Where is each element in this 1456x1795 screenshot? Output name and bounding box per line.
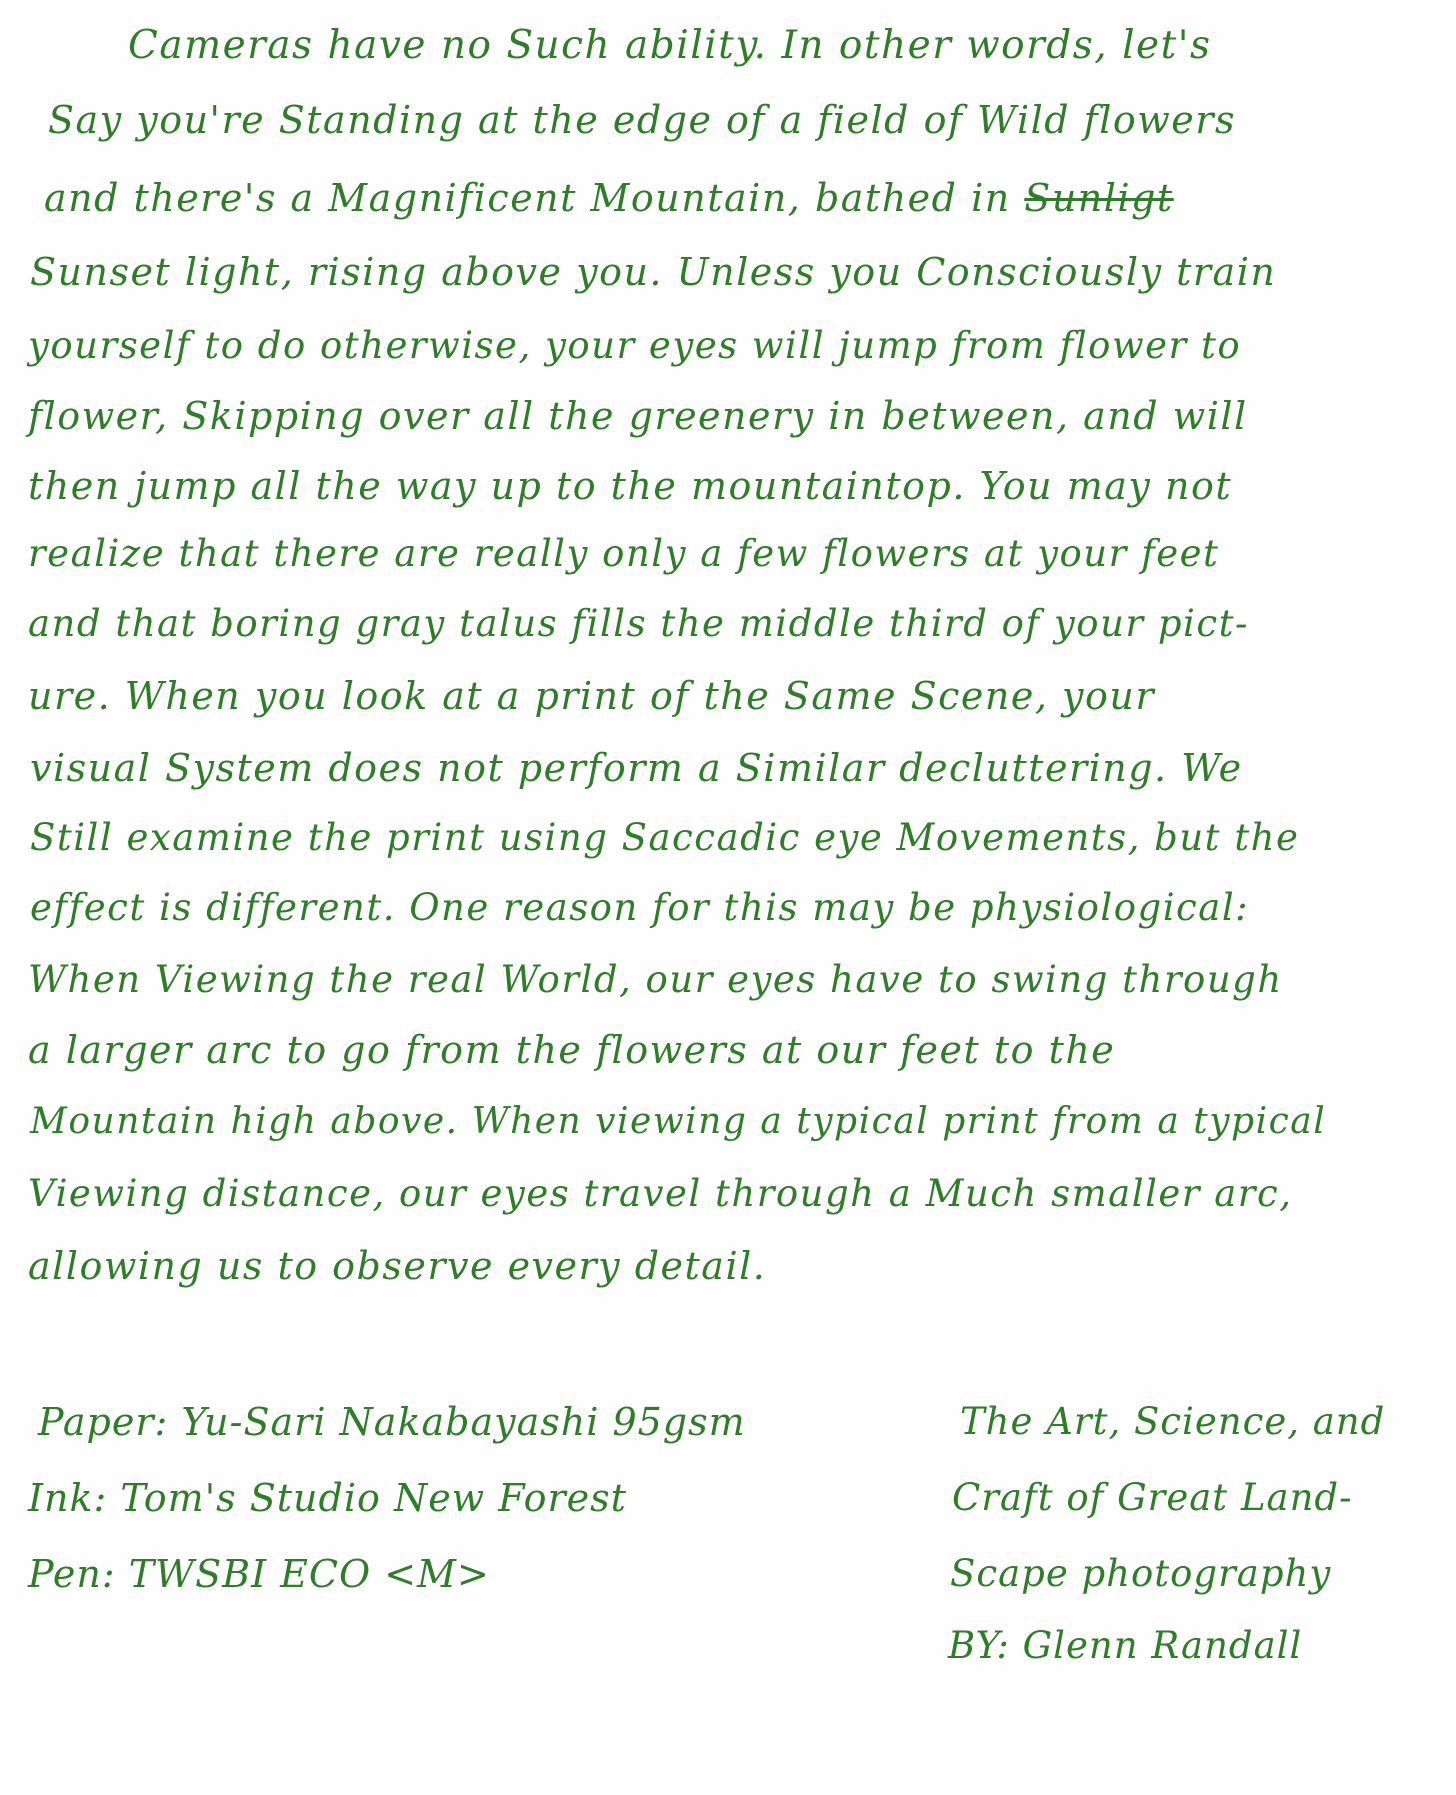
paper-info: Paper: Yu-Sari Nakabayashi 95gsm [38,1400,746,1444]
pen-info: Pen: TWSBI ECO <M> [28,1552,490,1596]
body-line: Viewing distance, our eyes travel through a Much smaller arc, [28,1172,1293,1215]
body-line: and that boring gray talus fills the middle third of your pict- [28,602,1249,645]
body-line: allowing us to observe every detail. [28,1244,767,1288]
body-line: effect is different. One reason for this may be physiological: [30,886,1250,929]
body-line: When Viewing the real World, our eyes have to swing through [28,958,1283,1001]
struck-out-word: Sunligt [1024,176,1174,220]
body-line: visual System does not perform a Similar decluttering. We [30,746,1243,790]
source-line: BY: Glenn Randall [948,1624,1303,1667]
source-line: Craft of Great Land- [952,1476,1353,1519]
body-line: a larger arc to go from the flowers at our feet to the [28,1028,1116,1072]
body-line: yourself to do otherwise, your eyes will jump from flower to [28,324,1242,367]
source-line: Scape photography [950,1552,1332,1595]
body-line: ure. When you look at a print of the Same Scene, your [28,674,1156,718]
body-line: flower, Skipping over all the greenery in between, and will [28,394,1248,438]
body-line: Say you're Standing at the edge of a field of Wild flowers [48,98,1236,142]
source-line: The Art, Science, and [960,1400,1386,1443]
body-line: realize that there are really only a few flowers at your feet [28,532,1220,575]
body-line-with-correction [44,174,1174,222]
body-line: Sunset light, rising above you. Unless you Consciously train [30,250,1277,294]
body-line-text: and there's a Magnificent Mountain, bathed in [44,176,1025,220]
ink-info: Ink: Tom's Studio New Forest [28,1476,627,1520]
body-line: Mountain high above. When viewing a typical print from a typical [30,1101,1327,1142]
body-line: Cameras have no Such ability. In other words, let's [128,23,1212,68]
body-line: then jump all the way up to the mountaintop. You may not [28,464,1233,508]
body-line: Still examine the print using Saccadic eye Movements, but the [30,816,1300,859]
